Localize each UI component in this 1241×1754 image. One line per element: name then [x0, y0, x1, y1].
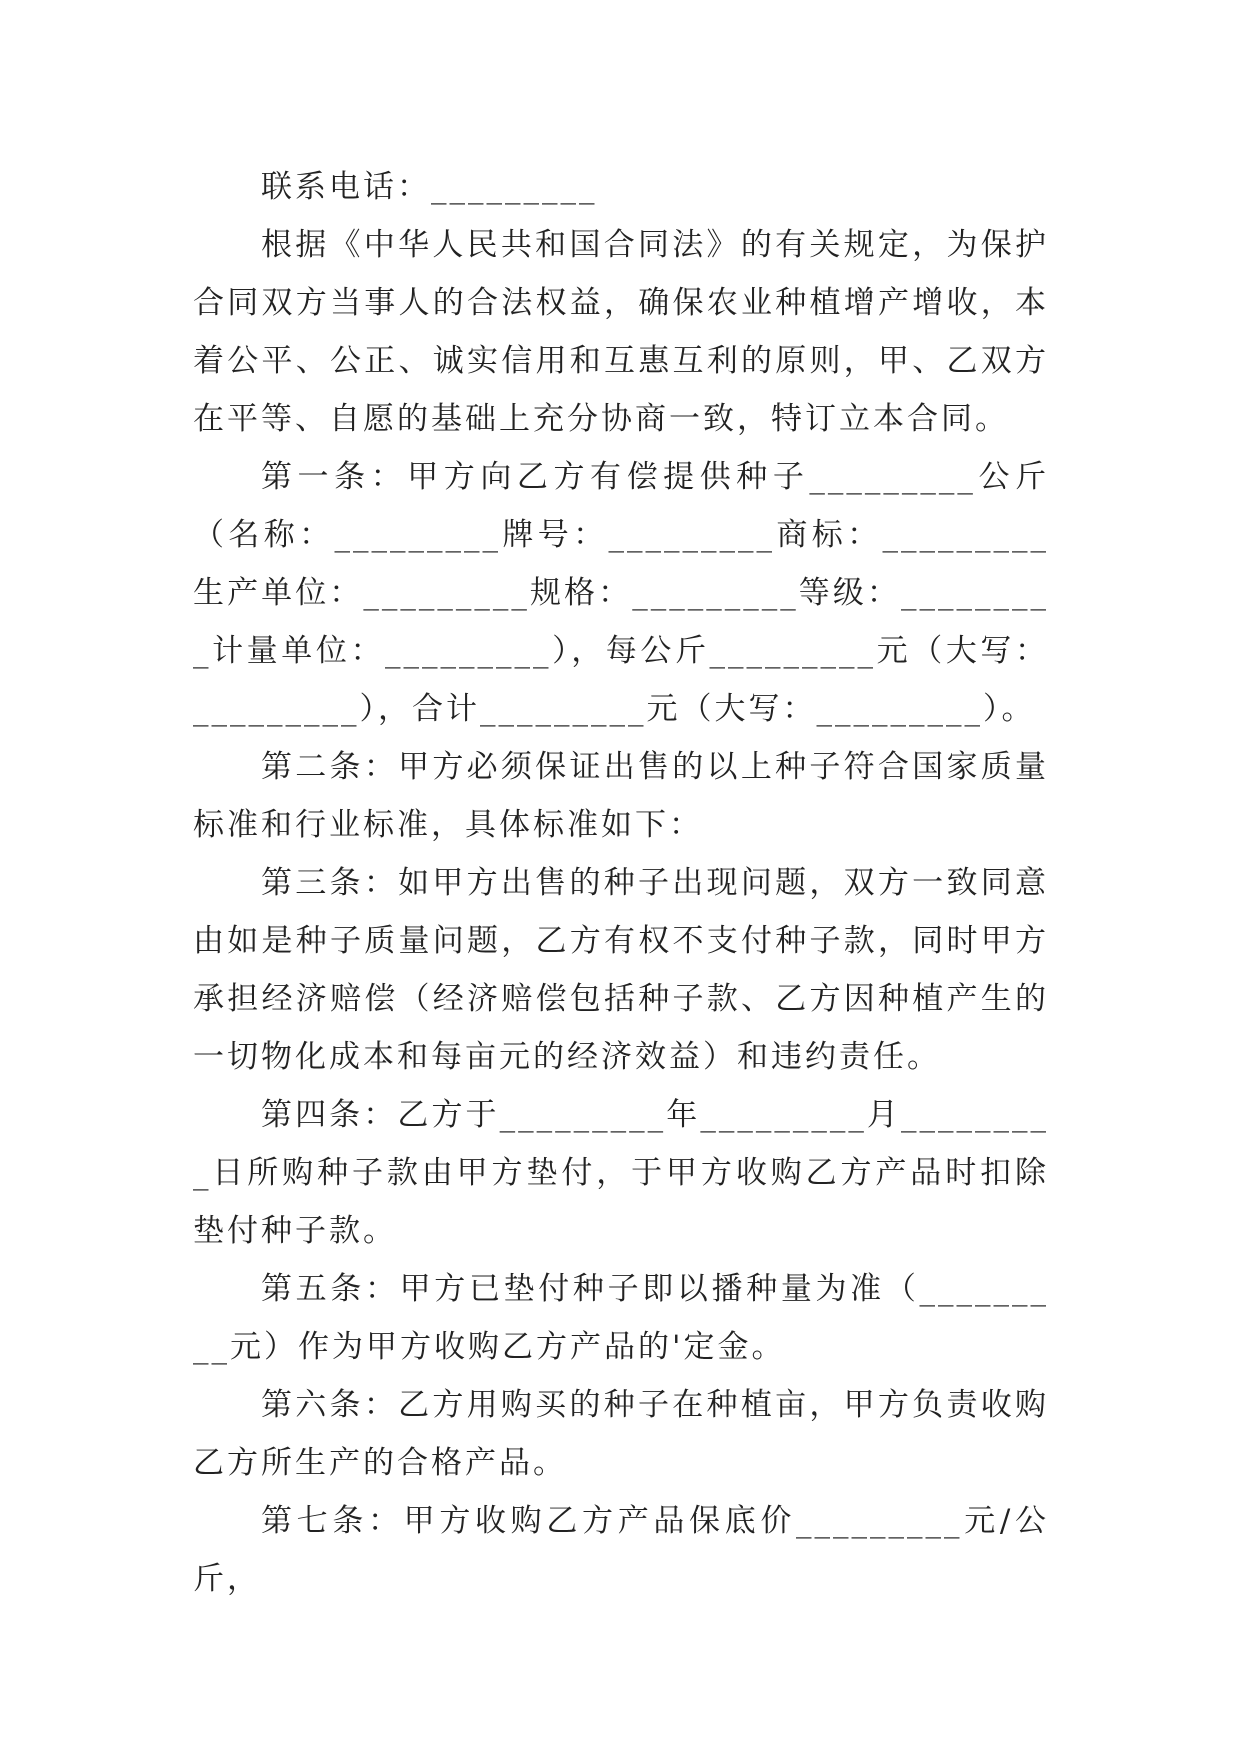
article-6-paragraph: 第六条：乙方用购买的种子在种植亩，甲方负责收购乙方所生产的合格产品。 — [193, 1387, 1049, 1481]
article-5-paragraph: 第五条：甲方已垫付种子即以播种量为准（_________元）作为甲方收购乙方产品的'定金。 — [193, 1271, 1049, 1365]
document-body — [193, 158, 1049, 1608]
article-7-paragraph: 第七条：甲方收购乙方产品保底价_________元/公斤， — [193, 1503, 1049, 1597]
contact-phone-line: 联系电话：_________ — [261, 169, 598, 205]
article-4-paragraph: 第四条：乙方于_________年_________月_________日所购种子款由甲方垫付，于甲方收购乙方产品时扣除垫付种子款。 — [193, 1097, 1049, 1249]
article-2-paragraph: 第二条：甲方必须保证出售的以上种子符合国家质量标准和行业标准，具体标准如下： — [193, 749, 1049, 843]
preamble-paragraph: 根据《中华人民共和国合同法》的有关规定，为保护合同双方当事人的合法权益，确保农业种植增产增收，本着公平、公正、诚实信用和互惠互利的原则，甲、乙双方在平等、自愿的基础上充分协商一致，特订立本合同。 — [193, 227, 1049, 437]
article-1-paragraph: 第一条：甲方向乙方有偿提供种子_________公斤（名称：_________牌号：_________商标：_________生产单位：_________规格：_________等级：_________计量单位：_________），每公斤_________元（大写：_________），合计_________元（大写：_________）。 — [193, 459, 1049, 727]
article-3-paragraph: 第三条：如甲方出售的种子出现问题，双方一致同意由如是种子质量问题，乙方有权不支付种子款，同时甲方承担经济赔偿（经济赔偿包括种子款、乙方因种植产生的一切物化成本和每亩元的经济效益）和违约责任。 — [193, 865, 1049, 1075]
